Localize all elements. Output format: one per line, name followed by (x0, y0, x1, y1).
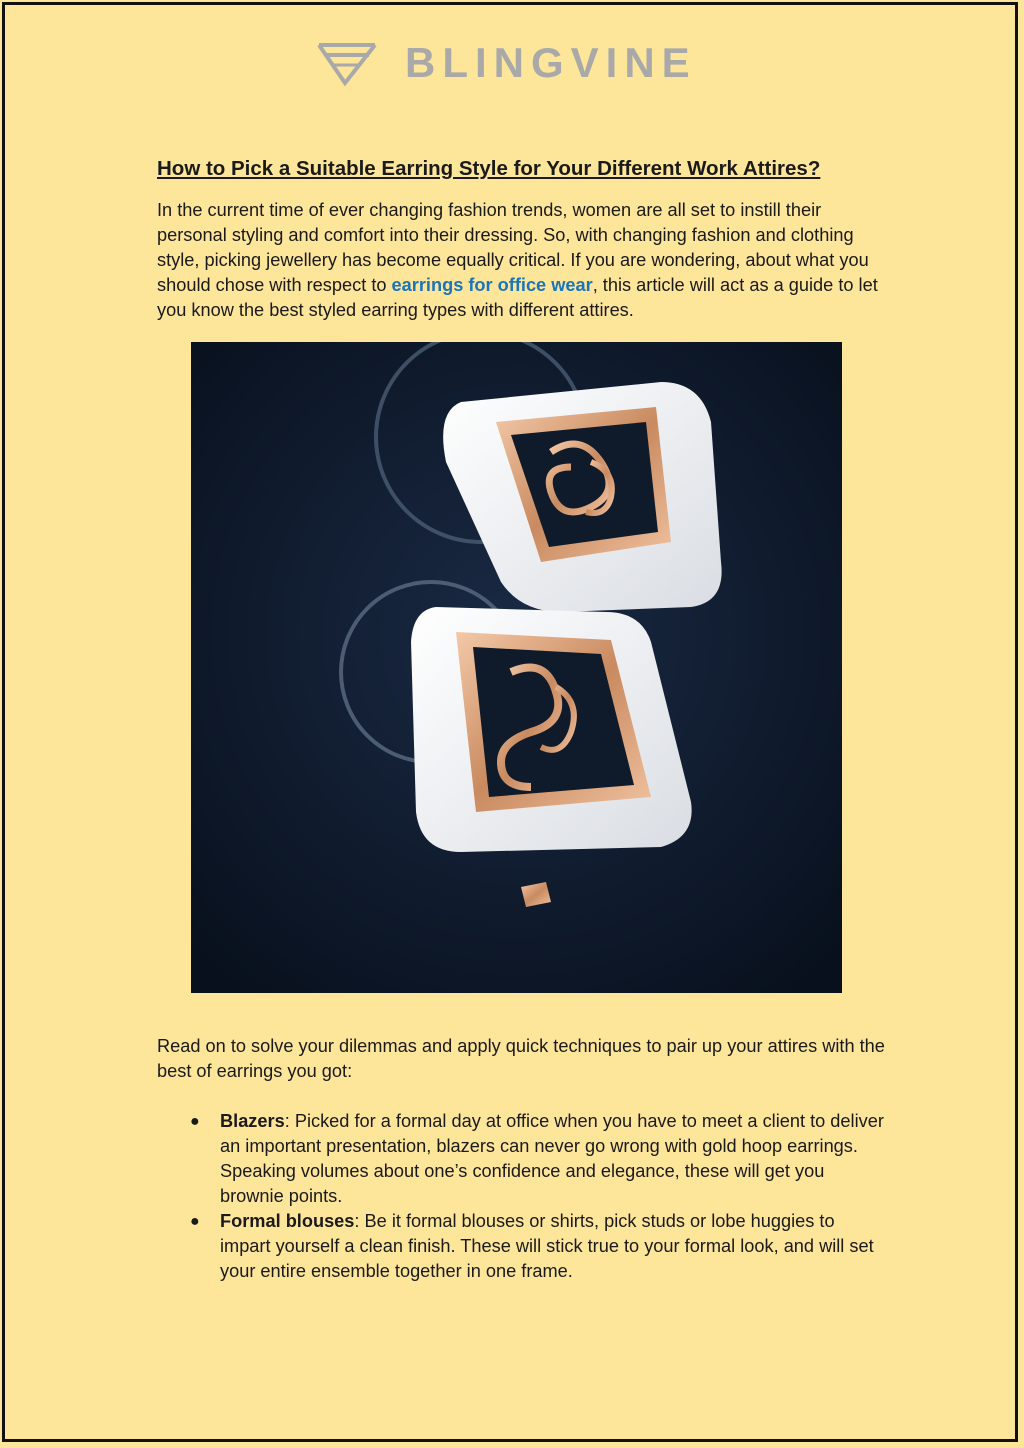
read-on-paragraph: Read on to solve your dilemmas and apply quick techniques to pair up your attires with the best of earrings you got: (157, 1036, 885, 1081)
bullet-label: Blazers (220, 1111, 285, 1131)
attire-bullet-list (157, 1109, 887, 1284)
brand-name: BLINGVINE (405, 39, 697, 86)
bullet-icon: ● (190, 1213, 200, 1230)
earrings-office-wear-link[interactable]: earrings for office wear (391, 275, 593, 295)
page-frame (2, 2, 1018, 1442)
bullet-text: : Be it formal blouses or shirts, pick studs or lobe huggies to impart yourself a clean finish. These will stick true to your formal look, and will set your entire ensemble together in one frame. (220, 1211, 874, 1281)
intro-text-start: In the current time of ever changing fashion trends, women are all set to instill their personal styling and comfort into their dressing. So, with changing fashion and clothing style, picking jewellery has become equally critical. If you are wondering, about what you should chose with respect to (157, 200, 869, 295)
intro-paragraph (157, 198, 887, 323)
blingvine-logo-icon (315, 39, 379, 87)
brand-logo[interactable] (315, 39, 697, 87)
bullet-icon: ● (190, 1113, 200, 1130)
bullet-blazers (157, 1109, 887, 1209)
bullet-text: : Picked for a formal day at office when you have to meet a client to deliver an important presentation, blazers can never go wrong with gold hoop earrings. Speaking volumes about one’s confidence and elegance, these will get you brownie points. (220, 1111, 884, 1206)
intro-text-end: , this article will act as a guide to let you know the best styled earring types with different attires. (157, 275, 878, 320)
bullet-formal-blouses (157, 1209, 887, 1284)
article-title: How to Pick a Suitable Earring Style for Your Different Work Attires? (157, 157, 821, 180)
bullet-label: Formal blouses (220, 1211, 355, 1231)
earrings-photo (191, 342, 842, 993)
